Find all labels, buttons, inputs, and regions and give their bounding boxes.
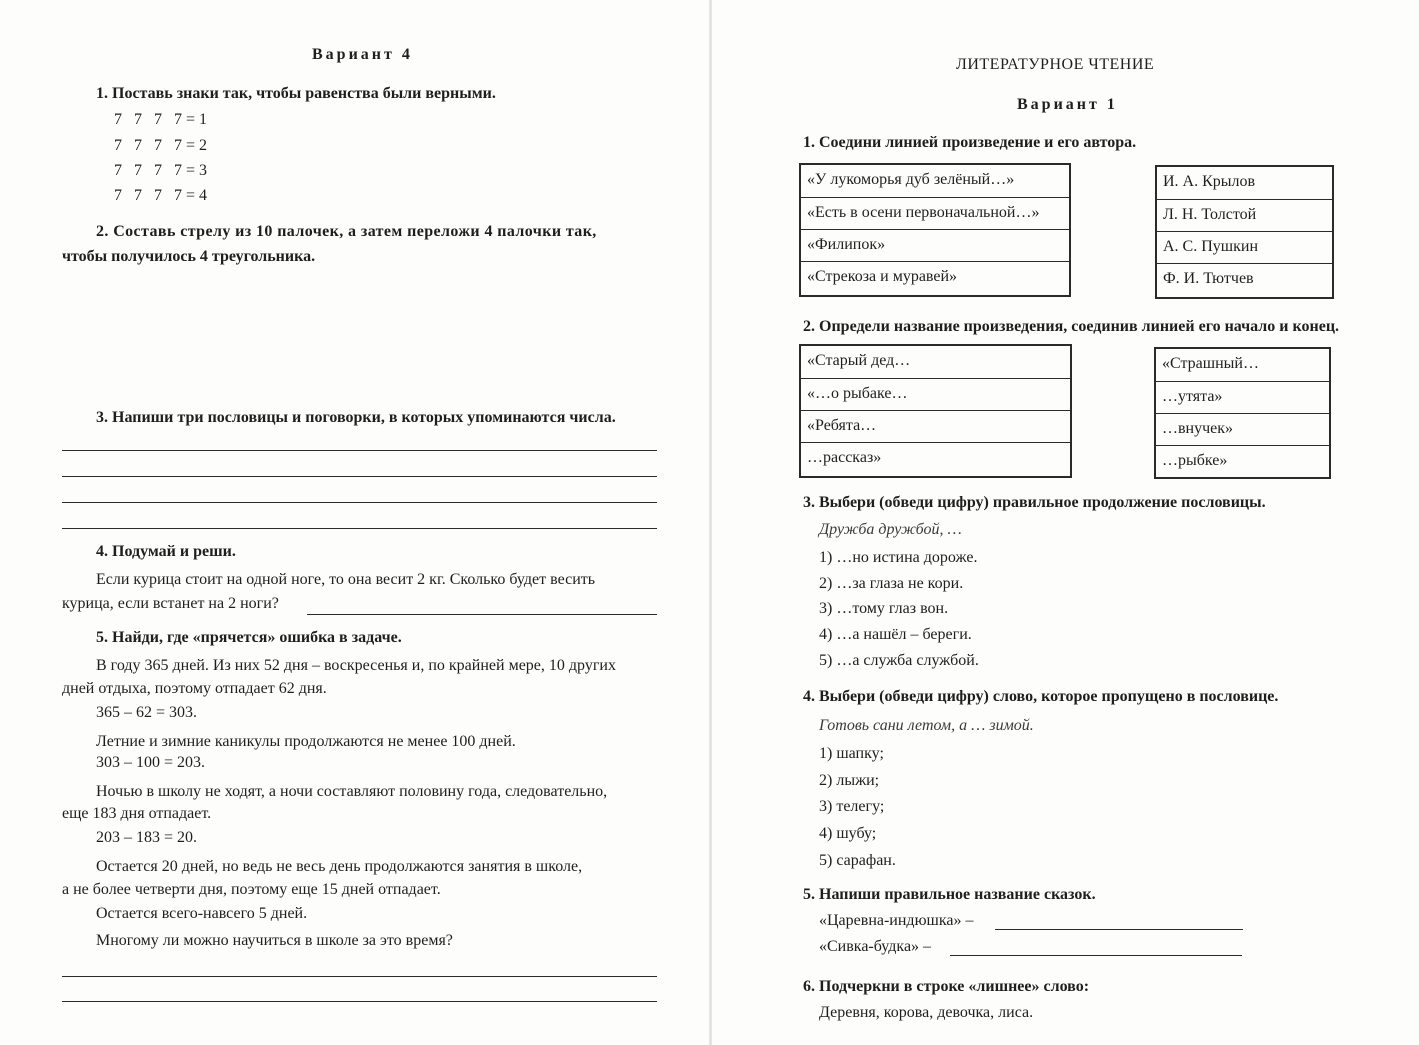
proverb-prompt: Дружба дружбой, … [819, 521, 962, 538]
math-task4-line1: Если курица стоит на одной ноге, то она весит 2 кг. Сколько будет весить [96, 571, 596, 588]
end-cell[interactable]: …утята» [1156, 381, 1329, 413]
math-task2-line1: 2. Составь стрелу из 10 палочек, а затем переложи 4 палочки так, [96, 223, 597, 240]
ends-table [1154, 347, 1331, 479]
task5-text-line: Остается 20 дней, но ведь не весь день продолжаются занятия в школе, [96, 858, 583, 875]
author-cell[interactable]: И. А. Крылов [1163, 173, 1256, 190]
author-cell[interactable]: Л. Н. Толстой [1157, 199, 1332, 231]
task5-text-line: Многому ли можно научиться в школе за это время? [96, 932, 453, 949]
start-cell[interactable]: …рассказ» [801, 442, 1070, 476]
option-item[interactable]: 4) шубу; [819, 825, 877, 842]
starts-table [799, 344, 1072, 478]
start-cell[interactable]: «Старый дед… [807, 352, 911, 369]
option-item[interactable]: 5) сарафан. [819, 852, 896, 869]
answer-line[interactable] [62, 976, 657, 977]
fairy-tale-item: «Сивка-будка» – [819, 938, 932, 955]
work-cell[interactable]: «Стрекоза и муравей» [801, 261, 1069, 295]
end-cell[interactable]: «Страшный… [1162, 355, 1259, 372]
word-list[interactable]: Деревня, корова, девочка, лиса. [819, 1004, 1034, 1021]
option-item[interactable]: 2) …за глаза не кори. [819, 575, 964, 592]
work-cell[interactable]: «У лукоморья дуб зелёный…» [807, 171, 1015, 188]
task5-text-line: Ночью в школу не ходят, а ночи составляют половину года, следовательно, [96, 783, 608, 800]
authors-table [1155, 165, 1334, 299]
end-cell[interactable]: …внучек» [1156, 413, 1329, 445]
math-task4-line2: курица, если встанет на 2 ноги? [62, 595, 279, 612]
task5-text-line: а не более четверти дня, поэтому еще 15 дней отпадает. [62, 881, 441, 898]
start-cell[interactable]: «…о рыбаке… [801, 378, 1070, 410]
option-item[interactable]: 2) лыжи; [819, 772, 880, 789]
answer-line[interactable] [950, 955, 1242, 956]
book-spine [709, 0, 712, 1045]
math-task4-title: 4. Подумай и реши. [96, 543, 236, 560]
fairy-tale-item: «Царевна-индюшка» – [819, 912, 974, 929]
work-cell[interactable]: «Есть в осени первоначальной…» [801, 197, 1069, 229]
answer-line[interactable] [995, 929, 1243, 930]
task5-text-line: еще 183 дня отпадает. [62, 805, 212, 822]
option-item[interactable]: 4) …а нашёл – береги. [819, 626, 972, 643]
left-variant-title: Вариант 4 [312, 46, 413, 63]
start-cell[interactable]: «Ребята… [801, 410, 1070, 442]
option-item[interactable]: 5) …а служба службой. [819, 652, 979, 669]
task5-text-line: Остается всего-навсего 5 дней. [96, 905, 308, 922]
lit-task4-title: 4. Выбери (обведи цифру) слово, которое пропущено в пословице. [803, 688, 1279, 705]
answer-line[interactable] [62, 502, 657, 503]
author-cell[interactable]: А. С. Пушкин [1157, 231, 1332, 263]
lit-task2-title: 2. Определи название произведения, соединив линией его начало и конец. [803, 318, 1340, 335]
task5-text-line: 303 – 100 = 203. [96, 754, 206, 771]
task5-text-line: 203 – 183 = 20. [96, 829, 198, 846]
math-task3-title: 3. Напиши три пословицы и поговорки, в которых упоминаются числа. [96, 409, 616, 426]
lit-task6-title: 6. Подчеркни в строке «лишнее» слово: [803, 978, 1090, 995]
answer-line[interactable] [62, 476, 657, 477]
work-cell[interactable]: «Филипок» [801, 229, 1069, 261]
end-cell[interactable]: …рыбке» [1156, 445, 1329, 477]
lit-task3-title: 3. Выбери (обведи цифру) правильное продолжение пословицы. [803, 494, 1266, 511]
math-task2-line2: чтобы получилось 4 треугольника. [62, 248, 316, 265]
task5-text-line: В году 365 дней. Из них 52 дня – воскресенья и, по крайней мере, 10 других [96, 657, 616, 674]
answer-line[interactable] [62, 450, 657, 451]
option-item[interactable]: 1) шапку; [819, 745, 884, 762]
answer-line[interactable] [62, 1001, 657, 1002]
right-variant-title: Вариант 1 [1017, 96, 1118, 113]
equation-row: 7 7 7 7 = 2 [114, 137, 208, 154]
author-cell[interactable]: Ф. И. Тютчев [1157, 263, 1332, 297]
option-item[interactable]: 3) …тому глаз вон. [819, 600, 949, 617]
option-item[interactable]: 1) …но истина дороже. [819, 549, 978, 566]
subject-title: ЛИТЕРАТУРНОЕ ЧТЕНИЕ [956, 56, 1155, 73]
task5-text-line: Летние и зимние каникулы продолжаются не менее 100 дней. [96, 733, 516, 750]
answer-line[interactable] [62, 528, 657, 529]
lit-task5-title: 5. Напиши правильное название сказок. [803, 886, 1096, 903]
works-table [799, 163, 1071, 297]
task5-text-line: 365 – 62 = 303. [96, 704, 198, 721]
option-item[interactable]: 3) телегу; [819, 798, 885, 815]
equation-row: 7 7 7 7 = 1 [114, 111, 208, 128]
equation-row: 7 7 7 7 = 3 [114, 162, 208, 179]
proverb-prompt: Готовь сани летом, а … зимой. [819, 717, 1034, 734]
math-task5-title: 5. Найди, где «прячется» ошибка в задаче. [96, 629, 402, 646]
lit-task1-title: 1. Соедини линией произведение и его автора. [803, 134, 1137, 151]
task5-text-line: дней отдыха, поэтому отпадает 62 дня. [62, 680, 327, 697]
answer-line[interactable] [307, 614, 657, 615]
equation-row: 7 7 7 7 = 4 [114, 187, 208, 204]
math-task1-title: 1. Поставь знаки так, чтобы равенства были верными. [96, 85, 496, 102]
